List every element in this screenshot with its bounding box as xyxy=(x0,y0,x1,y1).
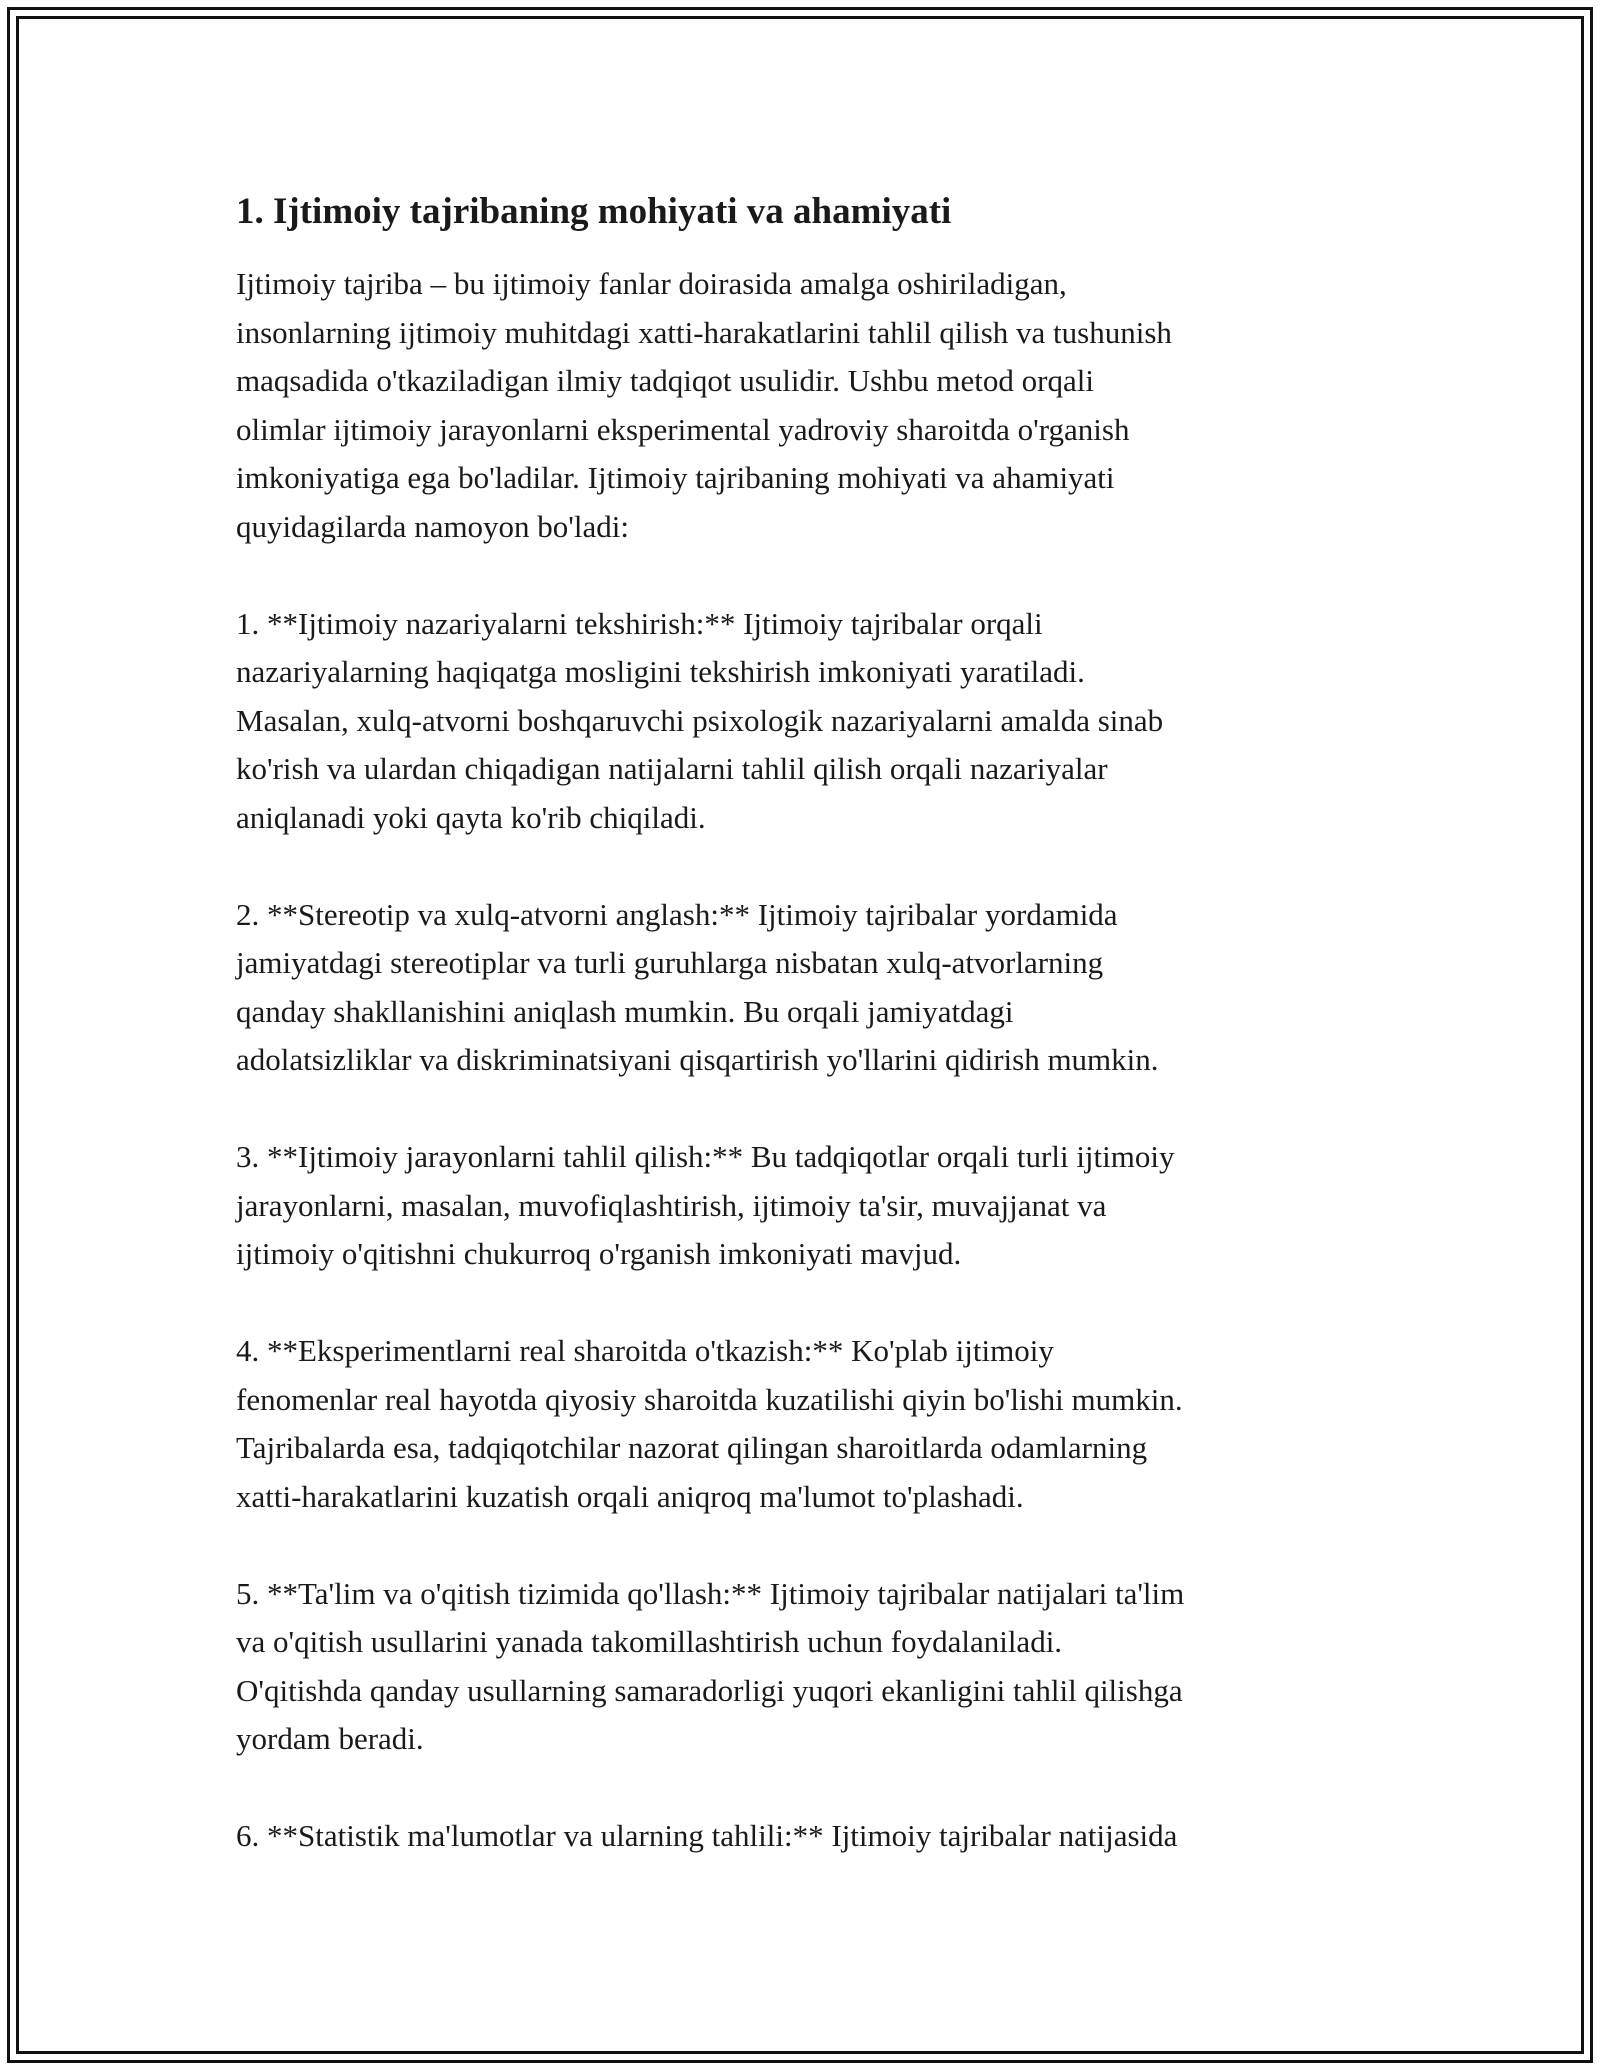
list-item-paragraph xyxy=(236,600,1366,843)
document-body xyxy=(236,188,1366,1861)
paragraph-gap xyxy=(236,1279,1366,1328)
paragraph-gap xyxy=(236,551,1366,600)
list-item-paragraph xyxy=(236,1327,1366,1521)
text-line: 6. **Statistik ma'lumotlar va ularning tahlili:** Ijtimoiy tajribalar natijasida xyxy=(236,1818,1178,1853)
text-line: aniqlanadi yoki qayta ko'rib chiqiladi. xyxy=(236,799,706,835)
text-line: adolatsizliklar va diskriminatsiyani qisqartirish yo'llarini qidirish mumkin. xyxy=(236,1042,1159,1077)
text-line: 5. **Ta'lim va o'qitish tizimida qo'llash:** Ijtimoiy tajribalar natijalari ta'lim xyxy=(236,1575,1185,1611)
text-line: 1. **Ijtimoiy nazariyalarni tekshirish:** Ijtimoiy tajribalar orqali xyxy=(236,605,1043,641)
text-line: qanday shakllanishini aniqlash mumkin. Bu orqali jamiyatdagi xyxy=(236,993,1014,1029)
text-line: maqsadida o'tkaziladigan ilmiy tadqiqot usulidir. Ushbu metod orqali xyxy=(236,363,1094,398)
text-line: 4. **Eksperimentlarni real sharoitda o'tkazish:** Ko'plab ijtimoiy xyxy=(236,1333,1054,1368)
paragraph-gap xyxy=(236,842,1366,891)
text-line: xatti-harakatlarini kuzatish orqali aniqroq ma'lumot to'plashadi. xyxy=(236,1478,1024,1514)
list-item-paragraph xyxy=(236,891,1366,1085)
text-line: O'qitishda qanday usullarning samaradorligi yuqori ekanligini tahlil qilishga xyxy=(236,1672,1183,1708)
text-line: Masalan, xulq-atvorni boshqaruvchi psixologik nazariyalarni amalda sinab xyxy=(236,702,1164,738)
text-line: yordam beradi. xyxy=(236,1721,424,1756)
text-line: fenomenlar real hayotda qiyosiy sharoitda kuzatilishi qiyin bo'lishi mumkin. xyxy=(236,1381,1183,1417)
list-item-paragraph xyxy=(236,1812,1366,1861)
section-heading: 1. Ijtimoiy tajribaning mohiyati va ahamiyati xyxy=(236,191,952,232)
text-line: va o'qitish usullarini yanada takomillashtirish uchun foydalaniladi. xyxy=(236,1624,1063,1659)
paragraph-gap xyxy=(236,1085,1366,1134)
text-line: 3. **Ijtimoiy jarayonlarni tahlil qilish:** Bu tadqiqotlar orqali turli ijtimoiy xyxy=(236,1139,1175,1174)
list-item-paragraph xyxy=(236,1570,1366,1764)
intro-paragraph xyxy=(236,260,1366,551)
list-item-paragraph xyxy=(236,1133,1366,1279)
text-line: ko'rish va ulardan chiqadigan natijalarni tahlil qilish orqali nazariyalar xyxy=(236,751,1108,786)
paragraph-list xyxy=(236,260,1366,1861)
paragraph-gap xyxy=(236,1521,1366,1570)
text-line: Ijtimoiy tajriba – bu ijtimoiy fanlar doirasida amalga oshiriladigan, xyxy=(236,266,1067,301)
text-line: nazariyalarning haqiqatga mosligini tekshirish imkoniyati yaratiladi. xyxy=(236,654,1085,689)
text-line: Tajribalarda esa, tadqiqotchilar nazorat qilingan sharoitlarda odamlarning xyxy=(236,1430,1148,1465)
text-line: olimlar ijtimoiy jarayonlarni eksperimental yadroviy sharoitda o'rganish xyxy=(236,411,1130,447)
text-line: 2. **Stereotip va xulq-atvorni anglash:** Ijtimoiy tajribalar yordamida xyxy=(236,896,1118,932)
text-line: insonlarning ijtimoiy muhitdagi xatti-harakatlarini tahlil qilish va tushunish xyxy=(236,314,1172,350)
paragraph-gap xyxy=(236,1764,1366,1813)
text-line: ijtimoiy o'qitishni chukurroq o'rganish imkoniyati mavjud. xyxy=(236,1236,962,1271)
text-line: jarayonlarni, masalan, muvofiqlashtirish, ijtimoiy ta'sir, muvajjanat va xyxy=(236,1187,1107,1223)
text-line: jamiyatdagi stereotiplar va turli guruhlarga nisbatan xulq-atvorlarning xyxy=(236,945,1104,980)
text-line: imkoniyatiga ega bo'ladilar. Ijtimoiy tajribaning mohiyati va ahamiyati xyxy=(236,460,1115,495)
text-line: quyidagilarda namoyon bo'ladi: xyxy=(236,508,629,544)
